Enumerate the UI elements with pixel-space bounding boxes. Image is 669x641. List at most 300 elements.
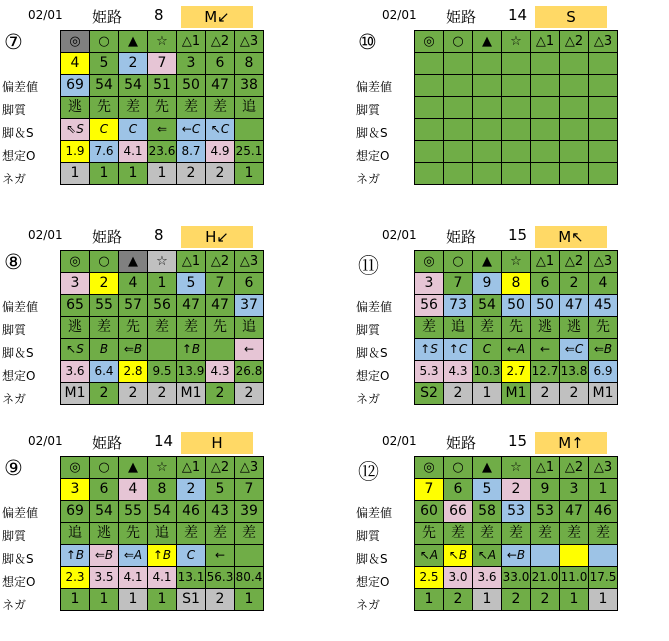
grid-row-kyak — [415, 545, 618, 567]
grid-row-nega — [61, 589, 264, 611]
cell-dev: 54 — [90, 75, 119, 97]
grid-row-horse — [415, 479, 618, 501]
cell-kyak: ← — [235, 339, 264, 361]
cell-nega: S1 — [177, 589, 206, 611]
grid-row-style — [61, 317, 264, 339]
cell-horse: 3 — [61, 479, 90, 501]
cell-nega: 1 — [90, 163, 119, 185]
cell-horse: 6 — [90, 479, 119, 501]
cell-odds: 4.1 — [119, 141, 148, 163]
cell-style: 逃 — [531, 317, 560, 339]
grid-row-nega — [61, 163, 264, 185]
cell-marks: ▲ — [119, 251, 148, 273]
grid-row-odds — [415, 567, 618, 589]
row-label: 脚＆S — [2, 552, 34, 566]
track-condition: H — [181, 432, 253, 454]
cell-nega — [560, 163, 589, 185]
cell-dev: 43 — [206, 501, 235, 523]
cell-dev: 55 — [119, 501, 148, 523]
cell-horse: 5 — [206, 479, 235, 501]
cell-marks: ○ — [90, 251, 119, 273]
runner-count: 8 — [154, 6, 164, 24]
row-label: 脚質 — [2, 323, 27, 337]
cell-style — [560, 97, 589, 119]
cell-marks: △1 — [531, 251, 560, 273]
grid-row-style — [415, 317, 618, 339]
race-place: 姫路 — [92, 434, 123, 452]
cell-horse: 2 — [502, 479, 531, 501]
race-grid — [414, 30, 618, 185]
cell-marks: ☆ — [148, 457, 177, 479]
cell-marks: △3 — [235, 251, 264, 273]
cell-horse: 8 — [235, 53, 264, 75]
cell-kyak — [148, 339, 177, 361]
cell-horse: 4 — [61, 53, 90, 75]
cell-nega: 1 — [90, 589, 119, 611]
race-number: ⑫ — [358, 460, 379, 484]
cell-kyak — [502, 119, 531, 141]
grid-row-marks — [61, 31, 264, 53]
cell-style: 先 — [119, 317, 148, 339]
cell-dev: 56 — [148, 295, 177, 317]
cell-odds: 9.5 — [148, 361, 177, 383]
cell-horse: 3 — [177, 53, 206, 75]
cell-horse: 6 — [235, 273, 264, 295]
cell-nega — [473, 163, 502, 185]
race-number: ⑩ — [358, 30, 377, 54]
race-panel — [2, 226, 306, 431]
cell-marks: △3 — [589, 251, 618, 273]
grid-row-odds — [61, 141, 264, 163]
cell-kyak: ⇐C — [560, 339, 589, 361]
grid-row-nega — [415, 163, 618, 185]
cell-dev: 60 — [415, 501, 444, 523]
grid-row-style — [61, 523, 264, 545]
race-place: 姫路 — [446, 434, 477, 452]
cell-kyak: ⇐A — [119, 545, 148, 567]
row-label: 脚＆S — [356, 552, 388, 566]
cell-dev: 51 — [148, 75, 177, 97]
cell-style — [502, 97, 531, 119]
cell-kyak — [235, 545, 264, 567]
cell-marks: ▲ — [119, 31, 148, 53]
cell-nega: 1 — [415, 589, 444, 611]
cell-nega: 1 — [589, 589, 618, 611]
cell-dev: 54 — [473, 295, 502, 317]
cell-kyak: ↑S — [415, 339, 444, 361]
race-place: 姫路 — [92, 8, 123, 26]
cell-style: 逃 — [560, 317, 589, 339]
cell-dev: 50 — [531, 295, 560, 317]
cell-kyak: ← — [531, 339, 560, 361]
cell-kyak — [444, 119, 473, 141]
cell-style: 差 — [206, 97, 235, 119]
cell-odds: 2.8 — [119, 361, 148, 383]
race-panel — [356, 6, 660, 211]
cell-odds: 13.8 — [560, 361, 589, 383]
cell-horse — [589, 53, 618, 75]
cell-dev: 54 — [119, 75, 148, 97]
cell-style: 先 — [148, 97, 177, 119]
cell-odds — [589, 141, 618, 163]
cell-style: 追 — [61, 523, 90, 545]
cell-nega: M1 — [502, 383, 531, 405]
cell-style: 差 — [148, 317, 177, 339]
cell-dev: 46 — [589, 501, 618, 523]
cell-odds — [444, 141, 473, 163]
cell-odds: 33.0 — [502, 567, 531, 589]
cell-marks: △3 — [235, 31, 264, 53]
cell-odds: 21.0 — [531, 567, 560, 589]
cell-kyak — [235, 119, 264, 141]
grid-row-style — [415, 97, 618, 119]
cell-dev — [473, 75, 502, 97]
cell-style — [415, 97, 444, 119]
cell-marks: △1 — [177, 251, 206, 273]
row-label: 脚質 — [356, 529, 381, 543]
cell-dev — [502, 75, 531, 97]
cell-marks: △3 — [589, 457, 618, 479]
grid-row-kyak — [415, 339, 618, 361]
race-date: 02/01 — [28, 228, 63, 242]
cell-style: 差 — [473, 523, 502, 545]
cell-odds: 4.3 — [206, 361, 235, 383]
race-grid — [60, 250, 264, 405]
grid-row-horse — [61, 479, 264, 501]
cell-dev: 45 — [589, 295, 618, 317]
grid-row-dev — [61, 501, 264, 523]
row-label: 想定O — [2, 369, 36, 383]
cell-nega: 2 — [444, 383, 473, 405]
cell-odds: 2.7 — [502, 361, 531, 383]
cell-kyak: ← — [206, 545, 235, 567]
grid-row-odds — [61, 567, 264, 589]
cell-marks: ▲ — [473, 457, 502, 479]
cell-style: 差 — [177, 523, 206, 545]
cell-nega: M1 — [177, 383, 206, 405]
cell-horse: 7 — [206, 273, 235, 295]
cell-dev: 65 — [61, 295, 90, 317]
cell-kyak: ↑B — [61, 545, 90, 567]
cell-style: 先 — [119, 523, 148, 545]
cell-kyak: ↑C — [444, 339, 473, 361]
cell-marks: △1 — [531, 457, 560, 479]
cell-dev: 53 — [502, 501, 531, 523]
cell-nega: 1 — [235, 163, 264, 185]
cell-kyak: ⇐B — [119, 339, 148, 361]
cell-kyak — [560, 119, 589, 141]
grid-row-kyak — [61, 119, 264, 141]
cell-nega: 1 — [473, 383, 502, 405]
cell-style: 差 — [531, 523, 560, 545]
race-place: 姫路 — [92, 228, 123, 246]
cell-style: 逃 — [61, 317, 90, 339]
cell-dev: 55 — [90, 295, 119, 317]
race-date: 02/01 — [28, 8, 63, 22]
cell-marks: △2 — [206, 457, 235, 479]
grid-row-horse — [61, 273, 264, 295]
row-label: 想定O — [2, 149, 36, 163]
cell-style: 差 — [415, 317, 444, 339]
cell-odds: 80.4 — [235, 567, 264, 589]
cell-marks: ◎ — [415, 457, 444, 479]
race-panel — [2, 432, 306, 637]
cell-style: 追 — [444, 317, 473, 339]
cell-nega: 2 — [502, 589, 531, 611]
cell-kyak: ⇖S — [61, 119, 90, 141]
grid-row-kyak — [61, 339, 264, 361]
cell-nega: M1 — [61, 383, 90, 405]
row-label: 偏差値 — [356, 300, 393, 314]
cell-odds: 4.1 — [119, 567, 148, 589]
cell-dev: 47 — [177, 295, 206, 317]
cell-horse — [444, 53, 473, 75]
cell-style: 先 — [502, 317, 531, 339]
cell-odds: 56.3 — [206, 567, 235, 589]
row-label: 想定O — [356, 369, 390, 383]
race-place: 姫路 — [446, 8, 477, 26]
cell-nega — [531, 163, 560, 185]
cell-horse: 4 — [589, 273, 618, 295]
cell-dev: 57 — [119, 295, 148, 317]
cell-kyak: C — [119, 119, 148, 141]
cell-odds: 23.6 — [148, 141, 177, 163]
cell-odds: 4.1 — [148, 567, 177, 589]
cell-odds: 10.3 — [473, 361, 502, 383]
grid-row-dev — [415, 295, 618, 317]
grid-row-odds — [415, 361, 618, 383]
cell-odds: 3.6 — [473, 567, 502, 589]
cell-kyak: ↑B — [177, 339, 206, 361]
row-label: 偏差値 — [2, 506, 39, 520]
cell-odds: 6.4 — [90, 361, 119, 383]
grid-row-odds — [61, 361, 264, 383]
cell-kyak: C — [90, 119, 119, 141]
cell-style — [473, 97, 502, 119]
row-label: 偏差値 — [356, 506, 393, 520]
row-label: 脚＆S — [2, 346, 34, 360]
cell-odds: 7.6 — [90, 141, 119, 163]
cell-marks: ○ — [444, 31, 473, 53]
race-number: ⑪ — [358, 254, 379, 278]
cell-horse: 3 — [61, 273, 90, 295]
race-place: 姫路 — [446, 228, 477, 246]
cell-horse: 7 — [235, 479, 264, 501]
cell-dev: 50 — [502, 295, 531, 317]
cell-marks: △2 — [560, 31, 589, 53]
cell-odds — [473, 141, 502, 163]
runner-count: 8 — [154, 226, 164, 244]
grid-row-style — [415, 523, 618, 545]
track-condition: H↙ — [181, 226, 253, 248]
runner-count: 14 — [508, 6, 528, 24]
cell-marks: △2 — [206, 251, 235, 273]
cell-style: 差 — [235, 523, 264, 545]
cell-odds: 2.3 — [61, 567, 90, 589]
grid-row-marks — [415, 457, 618, 479]
track-condition: M↖ — [535, 226, 607, 248]
cell-nega: 1 — [560, 589, 589, 611]
cell-odds: 3.5 — [90, 567, 119, 589]
cell-style — [444, 97, 473, 119]
cell-style: 先 — [206, 317, 235, 339]
cell-style: 差 — [177, 317, 206, 339]
cell-kyak: ⇐B — [90, 545, 119, 567]
grid-row-marks — [61, 457, 264, 479]
cell-marks: ◎ — [415, 251, 444, 273]
cell-odds — [560, 141, 589, 163]
cell-style: 差 — [473, 317, 502, 339]
cell-style: 差 — [560, 523, 589, 545]
race-grid — [60, 30, 264, 185]
cell-marks: △1 — [531, 31, 560, 53]
cell-kyak — [589, 545, 618, 567]
row-label: 脚質 — [356, 323, 381, 337]
cell-nega: 1 — [61, 163, 90, 185]
cell-marks: ◎ — [61, 251, 90, 273]
cell-nega: 2 — [206, 163, 235, 185]
cell-dev: 66 — [444, 501, 473, 523]
row-label: 脚質 — [356, 103, 381, 117]
grid-row-kyak — [415, 119, 618, 141]
grid-row-horse — [415, 273, 618, 295]
cell-kyak — [415, 119, 444, 141]
cell-kyak: ←A — [502, 339, 531, 361]
race-panel — [2, 6, 306, 211]
cell-odds — [502, 141, 531, 163]
cell-kyak: ↑B — [148, 545, 177, 567]
cell-kyak: C — [473, 339, 502, 361]
cell-kyak — [206, 339, 235, 361]
race-number: ⑦ — [4, 30, 23, 54]
cell-dev: 58 — [473, 501, 502, 523]
cell-dev: 69 — [61, 501, 90, 523]
cell-dev: 53 — [531, 501, 560, 523]
cell-horse: 2 — [560, 273, 589, 295]
grid-row-horse — [415, 53, 618, 75]
cell-nega: 2 — [560, 383, 589, 405]
row-label: 偏差値 — [2, 80, 39, 94]
cell-nega: 2 — [90, 383, 119, 405]
cell-style: 追 — [235, 317, 264, 339]
cell-style — [531, 97, 560, 119]
cell-nega: 1 — [473, 589, 502, 611]
cell-style: 先 — [415, 523, 444, 545]
cell-kyak: ←C — [177, 119, 206, 141]
cell-nega: 2 — [206, 589, 235, 611]
track-condition: S — [535, 6, 607, 28]
cell-horse: 9 — [473, 273, 502, 295]
cell-style: 差 — [206, 523, 235, 545]
cell-marks: ○ — [444, 457, 473, 479]
row-label: ネガ — [2, 172, 27, 186]
cell-marks: △2 — [560, 251, 589, 273]
race-panel — [356, 226, 660, 431]
cell-horse: 1 — [148, 273, 177, 295]
cell-kyak: ↖S — [61, 339, 90, 361]
cell-nega: 1 — [119, 589, 148, 611]
race-date: 02/01 — [382, 228, 417, 242]
cell-marks: ☆ — [502, 251, 531, 273]
cell-horse: 6 — [444, 479, 473, 501]
cell-marks: ◎ — [415, 31, 444, 53]
cell-horse: 7 — [148, 53, 177, 75]
cell-marks: ○ — [444, 251, 473, 273]
cell-nega: 1 — [235, 589, 264, 611]
row-label: ネガ — [2, 392, 27, 406]
cell-dev: 47 — [560, 295, 589, 317]
cell-dev: 54 — [90, 501, 119, 523]
cell-dev — [444, 75, 473, 97]
runner-count: 15 — [508, 226, 528, 244]
grid-row-style — [61, 97, 264, 119]
race-date: 02/01 — [28, 434, 63, 448]
cell-odds: 3.0 — [444, 567, 473, 589]
cell-dev: 47 — [206, 295, 235, 317]
cell-nega — [415, 163, 444, 185]
grid-row-odds — [415, 141, 618, 163]
row-label: 偏差値 — [2, 300, 39, 314]
cell-kyak — [531, 545, 560, 567]
cell-kyak: ←B — [502, 545, 531, 567]
cell-horse: 3 — [560, 479, 589, 501]
cell-odds: 1.9 — [61, 141, 90, 163]
cell-odds: 5.3 — [415, 361, 444, 383]
cell-dev — [415, 75, 444, 97]
cell-horse: 2 — [119, 53, 148, 75]
row-label: ネガ — [2, 598, 27, 612]
cell-kyak: ↖A — [415, 545, 444, 567]
cell-dev: 37 — [235, 295, 264, 317]
grid-row-horse — [61, 53, 264, 75]
cell-dev: 47 — [206, 75, 235, 97]
runner-count: 15 — [508, 432, 528, 450]
cell-kyak: C — [177, 545, 206, 567]
cell-marks: △1 — [177, 457, 206, 479]
cell-odds: 26.8 — [235, 361, 264, 383]
cell-marks: △3 — [235, 457, 264, 479]
cell-odds: 8.7 — [177, 141, 206, 163]
cell-style: 差 — [119, 97, 148, 119]
race-date: 02/01 — [382, 8, 417, 22]
grid-row-marks — [415, 31, 618, 53]
row-label: 脚質 — [2, 529, 27, 543]
cell-horse: 4 — [119, 273, 148, 295]
cell-dev: 38 — [235, 75, 264, 97]
cell-marks: △2 — [206, 31, 235, 53]
cell-odds — [531, 141, 560, 163]
cell-marks: ○ — [90, 31, 119, 53]
cell-nega: 1 — [119, 163, 148, 185]
cell-marks: ☆ — [502, 457, 531, 479]
cell-dev: 50 — [177, 75, 206, 97]
cell-horse: 4 — [119, 479, 148, 501]
row-label: ネガ — [356, 598, 381, 612]
cell-style: 差 — [589, 523, 618, 545]
cell-nega: 2 — [235, 383, 264, 405]
cell-marks: ☆ — [148, 31, 177, 53]
cell-horse: 9 — [531, 479, 560, 501]
cell-style: 差 — [502, 523, 531, 545]
cell-odds: 13.9 — [177, 361, 206, 383]
cell-marks: ◎ — [61, 457, 90, 479]
cell-nega: M1 — [589, 383, 618, 405]
cell-dev: 73 — [444, 295, 473, 317]
race-date: 02/01 — [382, 434, 417, 448]
cell-horse: 3 — [415, 273, 444, 295]
cell-horse: 8 — [502, 273, 531, 295]
cell-odds: 4.3 — [444, 361, 473, 383]
